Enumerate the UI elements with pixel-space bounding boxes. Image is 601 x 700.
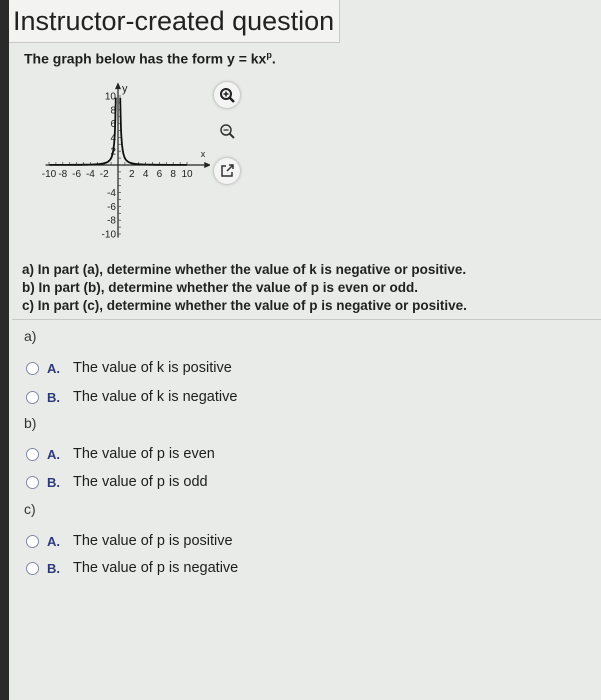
option-c-A[interactable] xyxy=(26,533,233,549)
divider xyxy=(12,319,601,320)
part-a-label: a) xyxy=(24,328,37,344)
radio-button[interactable] xyxy=(26,362,39,375)
popout-icon xyxy=(220,164,234,178)
option-c-B[interactable] xyxy=(26,560,238,576)
question-b: b) In part (b), determine whether the value of p is even or odd. xyxy=(22,280,419,295)
curve-left xyxy=(49,98,116,165)
x-tick-label: 10 xyxy=(181,169,193,180)
question-a: a) In part (a), determine whether the value of k is negative or positive. xyxy=(22,262,467,277)
radio-button[interactable] xyxy=(26,562,39,575)
question-statement xyxy=(24,50,276,67)
radio-button[interactable] xyxy=(26,476,39,489)
y-tick-label: -6 xyxy=(107,201,116,213)
y-tick-label: 6 xyxy=(110,119,116,131)
option-letter: A. xyxy=(47,533,60,549)
x-tick-label: 2 xyxy=(129,169,135,180)
popout-button[interactable] xyxy=(214,158,240,184)
option-text: The value of p is even xyxy=(73,446,215,462)
y-tick-label: 4 xyxy=(110,132,116,144)
option-a-A[interactable] xyxy=(26,360,232,376)
option-a-B[interactable] xyxy=(26,389,237,405)
y-axis-arrow xyxy=(115,82,121,89)
screen-edge xyxy=(0,0,9,700)
radio-button[interactable] xyxy=(26,448,39,461)
part-b-label: b) xyxy=(24,415,37,431)
zoom-out-button[interactable] xyxy=(214,118,240,144)
statement-end: . xyxy=(271,50,276,67)
y-tick-label: -8 xyxy=(107,215,116,227)
x-tick-label: -2 xyxy=(99,169,109,180)
zoom-in-button[interactable] xyxy=(214,82,240,108)
statement-text: The graph below has the form y = kx xyxy=(24,50,267,67)
option-letter: B. xyxy=(47,389,60,405)
y-tick-label: 10 xyxy=(104,91,116,103)
title-box xyxy=(9,0,340,43)
y-tick-label: 2 xyxy=(110,146,116,158)
x-tick-label: 4 xyxy=(142,169,149,180)
option-letter: A. xyxy=(47,446,60,462)
y-tick-label: -4 xyxy=(107,188,116,200)
x-tick-label: -4 xyxy=(85,169,95,180)
zoom-out-icon xyxy=(219,123,235,139)
option-text: The value of p is negative xyxy=(73,560,239,576)
radio-button[interactable] xyxy=(26,391,39,404)
x-axis-arrow xyxy=(204,162,210,168)
radio-button[interactable] xyxy=(26,535,39,548)
x-tick-label: 6 xyxy=(156,169,163,180)
x-tick-label: -8 xyxy=(58,169,68,180)
curve-right xyxy=(120,98,187,165)
option-text: The value of k is negative xyxy=(73,389,238,405)
function-graph xyxy=(20,72,210,242)
y-axis-label: y xyxy=(122,83,128,96)
option-text: The value of k is positive xyxy=(73,360,232,376)
x-axis-label: x xyxy=(200,149,206,159)
statement-exponent: p xyxy=(266,50,272,60)
question-c: c) In part (c), determine whether the value of p is negative or positive. xyxy=(22,298,467,313)
x-tick-label: -10 xyxy=(41,169,57,180)
part-c-label: c) xyxy=(24,501,36,517)
zoom-in-icon xyxy=(219,87,235,103)
x-tick-label: 8 xyxy=(170,169,176,180)
option-text: The value of p is positive xyxy=(73,533,233,549)
option-letter: B. xyxy=(47,560,60,576)
x-tick-label: -6 xyxy=(72,169,82,180)
option-b-B[interactable] xyxy=(26,474,208,490)
y-tick-label: -10 xyxy=(101,229,116,241)
option-b-A[interactable] xyxy=(26,446,215,462)
option-letter: A. xyxy=(47,360,60,376)
page-title: Instructor-created question xyxy=(13,6,335,36)
option-letter: B. xyxy=(47,474,60,490)
option-text: The value of p is odd xyxy=(73,474,208,490)
y-tick-label: 8 xyxy=(110,105,116,117)
